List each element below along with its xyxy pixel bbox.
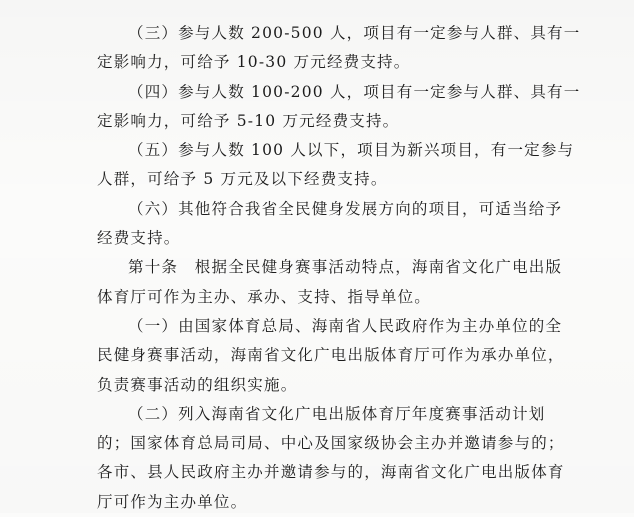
paragraph-item-6 xyxy=(97,195,577,254)
paragraph-item-5 xyxy=(97,136,577,195)
text-line: 定影响力，可给予 10-30 万元经费支持。 xyxy=(97,53,411,72)
text-line: （五）参与人数 100 人以下，项目为新兴项目，有一定参与 xyxy=(128,141,575,160)
text-line: （一）由国家体育总局、海南省人民政府作为主办单位的全 xyxy=(128,316,563,335)
paragraph-article-10-item-2 xyxy=(97,400,577,517)
paragraph-article-10-item-1 xyxy=(97,312,577,400)
text-line: （三）参与人数 200-500 人，项目有一定参与人群、具有一 xyxy=(128,24,581,42)
text-line: 负责赛事活动的组织实施。 xyxy=(97,375,298,394)
paragraph-item-4 xyxy=(97,78,581,137)
text-line: 的；国家体育总局司局、中心及国家级协会主办并邀请参与的； xyxy=(97,434,565,453)
text-line: （二）列入海南省文化广电出版体育厅年度赛事活动计划 xyxy=(128,404,546,423)
paragraph-item-3 xyxy=(97,19,581,78)
text-line: （六）其他符合我省全民健身发展方向的项目，可适当给予 xyxy=(128,199,563,218)
document-body xyxy=(97,19,581,517)
text-line: 定影响力，可给予 5-10 万元经费支持。 xyxy=(97,111,400,130)
text-line: 第十条 根据全民健身赛事活动特点，海南省文化广电出版 xyxy=(128,258,563,277)
paragraph-article-10 xyxy=(97,253,577,312)
text-line: 民健身赛事活动，海南省文化广电出版体育厅可作为承办单位， xyxy=(97,346,565,365)
text-line: 厅可作为主办单位。 xyxy=(97,492,248,511)
text-line: 各市、县人民政府主办并邀请参与的，海南省文化广电出版体育 xyxy=(97,463,565,482)
text-line: 体育厅可作为主办、承办、支持、指导单位。 xyxy=(97,287,432,306)
text-line: 人群，可给予 5 万元及以下经费支持。 xyxy=(97,170,388,189)
text-line: 经费支持。 xyxy=(97,229,181,248)
text-line: （四）参与人数 100-200 人，项目有一定参与人群、具有一 xyxy=(128,82,581,101)
